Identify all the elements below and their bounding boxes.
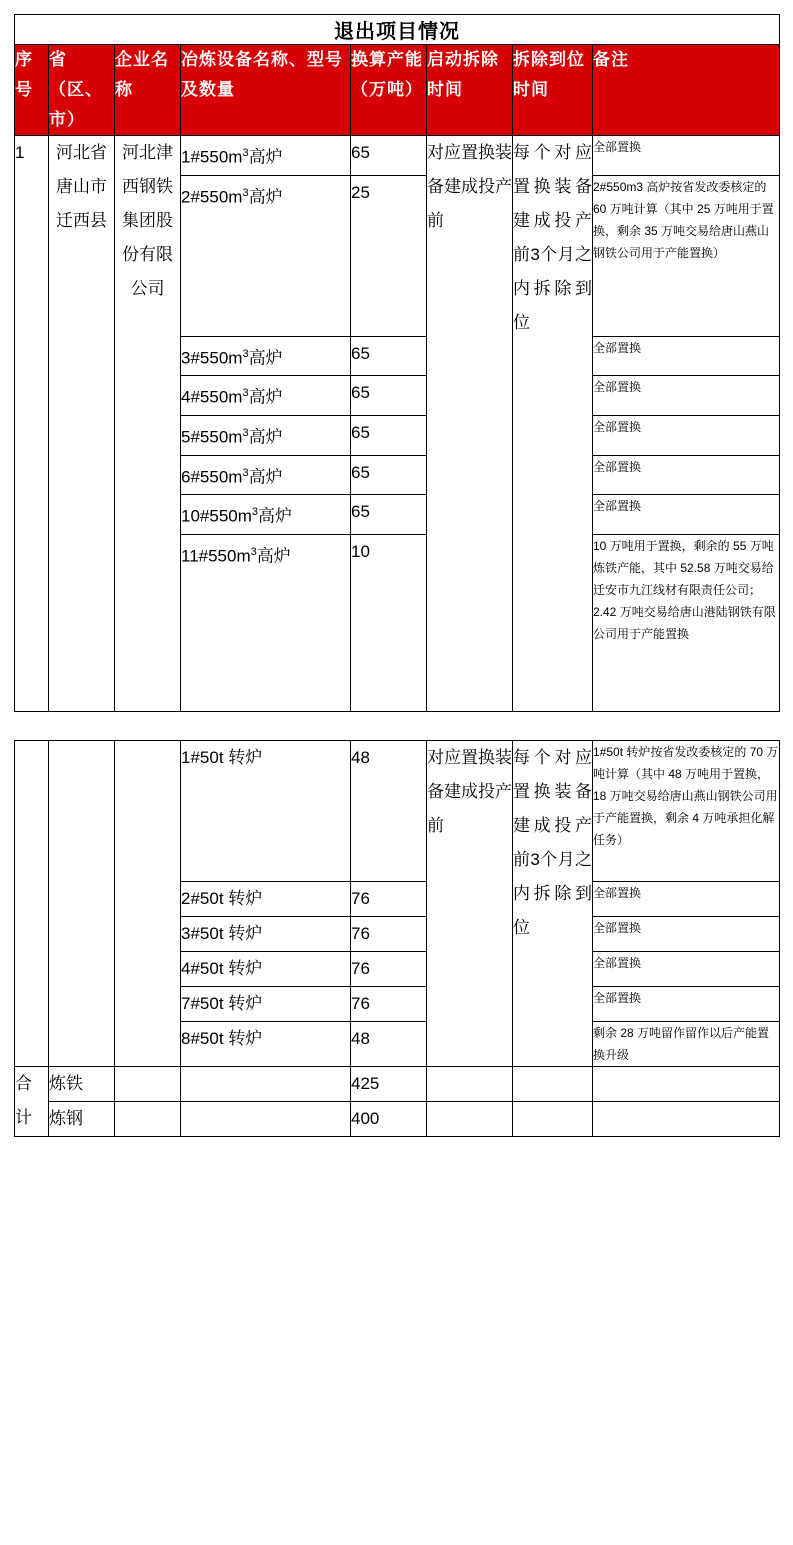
cell-company: 河北津西钢铁集团股份有限公司 bbox=[115, 136, 181, 712]
table-row-total-ironmaking bbox=[15, 1066, 780, 1101]
cell-capacity: 65 bbox=[351, 336, 427, 376]
cell-total-type: 炼铁 bbox=[49, 1066, 115, 1101]
cell-total-company-empty bbox=[115, 1066, 181, 1101]
cell-equipment: $3\#550m^3$高炉 bbox=[181, 336, 351, 376]
cell-note: 剩余 28 万吨留作留作以后产能置换升级 bbox=[593, 1021, 780, 1066]
cell-index: 1 bbox=[15, 136, 49, 712]
cell-total-equipment-empty bbox=[181, 1101, 351, 1136]
cell-total-start-empty bbox=[427, 1101, 513, 1136]
column-header-index: 序号 bbox=[15, 45, 49, 136]
cell-equipment: 8#50t 转炉 bbox=[181, 1021, 351, 1066]
cell-total-equipment-empty bbox=[181, 1066, 351, 1101]
cell-note: 全部置换 bbox=[593, 336, 780, 376]
cell-note: 全部置换 bbox=[593, 881, 780, 916]
column-header-province: 省（区、市） bbox=[49, 45, 115, 136]
cell-company-continued bbox=[115, 740, 181, 1066]
cell-total-finish-empty bbox=[513, 1101, 593, 1136]
cell-capacity: 65 bbox=[351, 415, 427, 455]
cell-equipment: 1#50t 转炉 bbox=[181, 740, 351, 881]
cell-capacity: 25 bbox=[351, 175, 427, 336]
cell-note: 1#50t 转炉按省发改委核定的 70 万吨计算（其中 48 万吨用于置换，18 万吨交易给唐山燕山钢铁公司用于产能置换，剩余 4 万吨承担化解任务） bbox=[593, 740, 780, 881]
cell-index-continued bbox=[15, 740, 49, 1066]
cell-total-type: 炼钢 bbox=[49, 1101, 115, 1136]
cell-capacity: 65 bbox=[351, 136, 427, 176]
cell-total-note-empty bbox=[593, 1066, 780, 1101]
cell-note: 全部置换 bbox=[593, 495, 780, 535]
document-title: 退出项目情况 bbox=[15, 15, 780, 45]
column-header-equipment: 冶炼设备名称、型号及数量 bbox=[181, 45, 351, 136]
cell-equipment: 4#50t 转炉 bbox=[181, 951, 351, 986]
cell-equipment: $5\#550m^3$高炉 bbox=[181, 415, 351, 455]
cell-note: 全部置换 bbox=[593, 376, 780, 416]
column-header-start-time: 启动拆除时间 bbox=[427, 45, 513, 136]
cell-capacity: 65 bbox=[351, 455, 427, 495]
cell-note: 2#550m3 高炉按省发改委核定的 60 万吨计算（其中 25 万吨用于置换，剩余 35 万吨交易给唐山燕山钢铁公司用于产能置换） bbox=[593, 175, 780, 336]
cell-capacity: 65 bbox=[351, 495, 427, 535]
cell-finish-time: 每个对应置换装备建成投产前3个月之内拆除到位 bbox=[513, 136, 593, 712]
column-header-capacity: 换算产能（万吨） bbox=[351, 45, 427, 136]
cell-capacity: 48 bbox=[351, 1021, 427, 1066]
table-row bbox=[15, 740, 780, 881]
cell-equipment: 2#50t 转炉 bbox=[181, 881, 351, 916]
table-row bbox=[15, 136, 780, 176]
cell-province: 河北省唐山市迁西县 bbox=[49, 136, 115, 712]
cell-capacity: 76 bbox=[351, 986, 427, 1021]
cell-total-capacity: 400 bbox=[351, 1101, 427, 1136]
cell-equipment: $11\#550m^3$高炉 bbox=[181, 534, 351, 711]
column-header-company: 企业名称 bbox=[115, 45, 181, 136]
cell-capacity: 65 bbox=[351, 376, 427, 416]
cell-equipment: $2\#550m^3$高炉 bbox=[181, 175, 351, 336]
cell-capacity: 76 bbox=[351, 881, 427, 916]
cell-capacity: 48 bbox=[351, 740, 427, 881]
cell-note: 全部置换 bbox=[593, 415, 780, 455]
cell-capacity: 76 bbox=[351, 951, 427, 986]
page-break-gap bbox=[14, 712, 779, 740]
cell-start-time: 对应置换装备建成投产前 bbox=[427, 740, 513, 1066]
column-header-note: 备注 bbox=[593, 45, 780, 136]
cell-equipment: $1\#550m^3$高炉 bbox=[181, 136, 351, 176]
cell-start-time: 对应置换装备建成投产前 bbox=[427, 136, 513, 712]
cell-capacity: 76 bbox=[351, 916, 427, 951]
cell-total-note-empty bbox=[593, 1101, 780, 1136]
cell-finish-time: 每个对应置换装备建成投产前3个月之内拆除到位 bbox=[513, 740, 593, 1066]
cell-total-company-empty bbox=[115, 1101, 181, 1136]
cell-note: 10 万吨用于置换，剩余的 55 万吨炼铁产能，其中 52.58 万吨交易给迁安市九江线材有限责任公司；2.42 万吨交易给唐山港陆钢铁有限公司用于产能置换 bbox=[593, 534, 780, 711]
cell-note: 全部置换 bbox=[593, 951, 780, 986]
exit-projects-table-part2 bbox=[14, 740, 780, 1137]
table-header-row bbox=[15, 45, 780, 136]
cell-total-capacity: 425 bbox=[351, 1066, 427, 1101]
cell-province-continued bbox=[49, 740, 115, 1066]
cell-note: 全部置换 bbox=[593, 916, 780, 951]
title-row bbox=[15, 15, 780, 45]
cell-equipment: $6\#550m^3$高炉 bbox=[181, 455, 351, 495]
cell-equipment: $10\#550m^3$高炉 bbox=[181, 495, 351, 535]
exit-projects-table-part1 bbox=[14, 14, 780, 712]
cell-total-start-empty bbox=[427, 1066, 513, 1101]
cell-equipment: 7#50t 转炉 bbox=[181, 986, 351, 1021]
cell-total-finish-empty bbox=[513, 1066, 593, 1101]
cell-note: 全部置换 bbox=[593, 136, 780, 176]
cell-equipment: 3#50t 转炉 bbox=[181, 916, 351, 951]
column-header-finish-time: 拆除到位时间 bbox=[513, 45, 593, 136]
cell-note: 全部置换 bbox=[593, 986, 780, 1021]
cell-total-label: 合计 bbox=[15, 1066, 49, 1136]
cell-note: 全部置换 bbox=[593, 455, 780, 495]
cell-capacity: 10 bbox=[351, 534, 427, 711]
table-row-total-steelmaking bbox=[15, 1101, 780, 1136]
cell-equipment: $4\#550m^3$高炉 bbox=[181, 376, 351, 416]
